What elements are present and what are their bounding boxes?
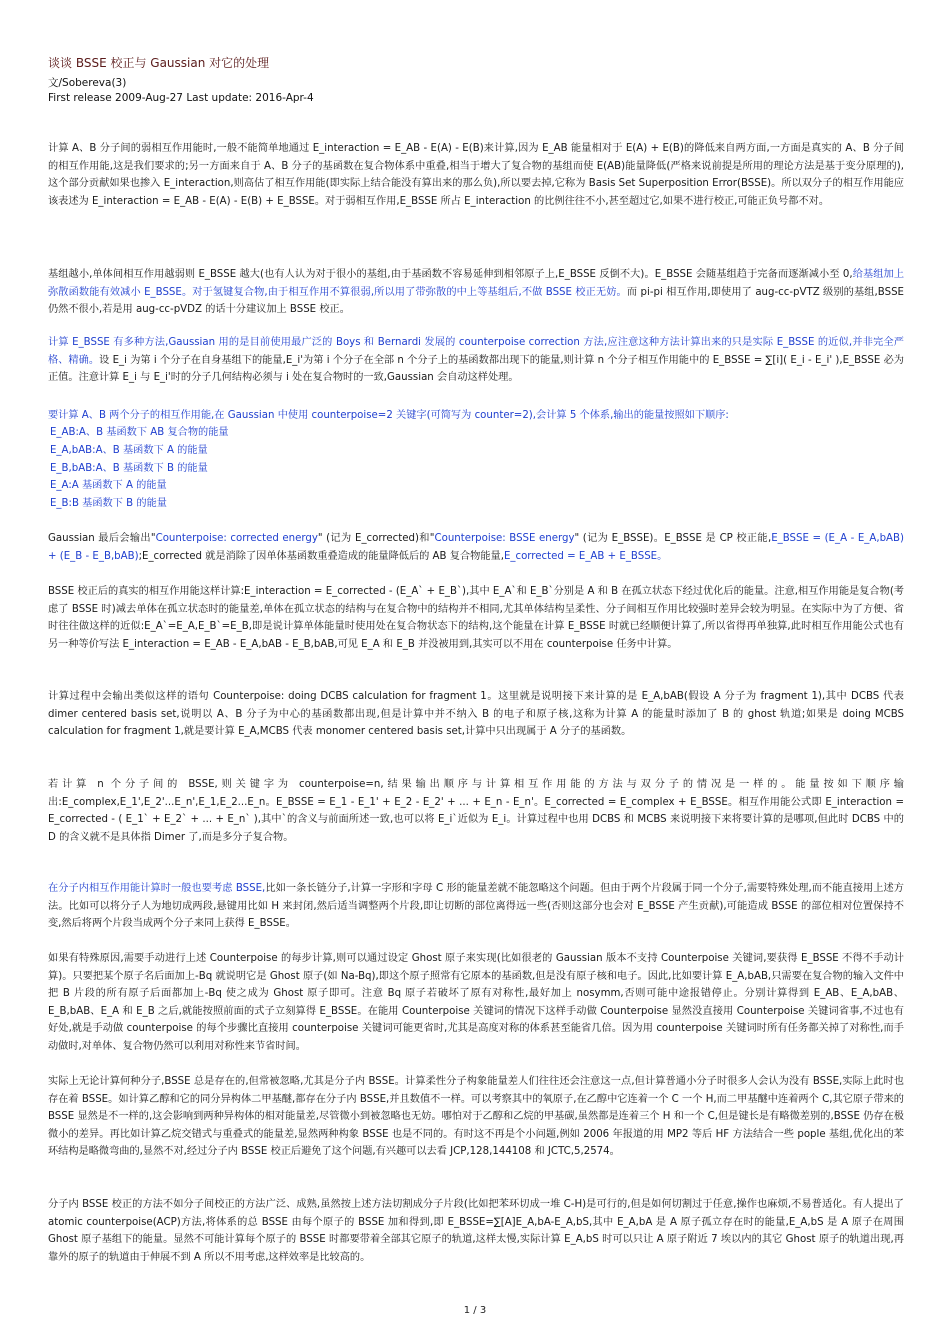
paragraph-5-a: Gaussian 最后会输出": [48, 533, 156, 544]
paragraph-2-a: 基组越小,单体间相互作用越弱则 E_BSSE 越大(也有人认为对于很小的基组,由于基函数不容易延伸到相邻原子上,E_BSSE 反倒不大)。E_BSSE 会随基组趋于完备而逐渐减小至 0,: [48, 269, 853, 280]
release-line: First release 2009-Aug-27 Last update: 2016-Apr-4: [48, 92, 314, 104]
paragraph-6: BSSE 校正后的真实的相互作用能这样计算:E_interaction = E_corrected - (E_A` + E_B`),其中 E_A`和 E_B`分别是 A 和 B 在孤立状态下经过优化后的能量。注意,相互作用能是复合物(考虑了 BSSE 时)减去单体在孤立状态时的能量差,单体在孤立状态的结构与在复合物中的结构并不相同,尤其单体结构呈柔性、分子间相互作用比较强时差异会较为明显。在实际中为了方便、省时往往做这样的近似:E_A`=E_A,E_B`=E_B,即是说计算单体能量时使用处在复合物状态下的结构,这个能量在计算 E_BSSE 时就已经顺便计算了,所以省得再单独算,此时相互作用能公式也有另一种等价写法 E_interaction = E_AB - E_A,bAB - E_B,bAB,可见 E_A 和 E_B 并没被用到,其实可以不用在 counterpoise 任务中计算。: [48, 586, 904, 650]
paragraph-3: [48, 334, 904, 387]
author-line: 文/Sobereva(3): [48, 77, 127, 89]
paragraph-3-b: 设 E_i 为第 i 个分子在自身基组下的能量,E_i'为第 i 个分子在全部 n 个分子上的基函数都出现下的能量,则计算 n 个分子相互作用能中的 E_BSSE = ∑[i]( E_i - E_i' ),E_BSSE 必为正值。注意计算 E_i 与 E_i'时的分子几何结构必须与 i 处在复合物时的一致,Gaussian 会自动这样处理。: [48, 354, 904, 384]
list-item: E_AB:A、B 基函数下 AB 复合物的能量: [50, 427, 229, 438]
list-item: E_B:B 基函数下 B 的能量: [50, 498, 167, 509]
paragraph-5-g: ;E_corrected 就是消除了因单体基函数重叠造成的能量降低后的 AB 复合物能量,: [138, 550, 504, 562]
paragraph-12: 分子内 BSSE 校正的方法不如分子间校正的方法广泛、成熟,虽然按上述方法切割成分子片段(比如把苯环切成一堆 C-H)是可行的,但是如何切割过于任意,操作也麻烦,不易普适化。有人提出了 atomic counterpoise(ACP)方法,将体系的总 BSSE 由每个原子的 BSSE 加和得到,即 E_BSSE=∑[A]E_A,bA-E_A,bS,其中 E_A,bA 是 A 原子孤立存在时的能量,E_A,bS 是 A 原子在周围 Ghost 原子基组下的能量。显然不可能计算每个原子的 BSSE 时都要带着全部其它原子的轨道,这样太慢,实际计算 E_A,bS 时可以只让 A 原子附近 7 埃以内的其它 Ghost 原子的轨道出现,再靠外的原子的轨道由于伸展不到 A 所以不用考虑,这样效率是比较高的。: [48, 1199, 904, 1263]
paragraph-8: 若计算 n 个分子间的 BSSE,则关键字为 counterpoise=n,结果输出顺序与计算相互作用能的方法与双分子的情况是一样的。能量按如下顺序输出:E_complex,E_1',E_2'...E_n',E_1,E_2...E_n。E_BSSE = E_1 - E_1' + E_2 - E_2' + ... + E_n - E_n'。E_corrected = E_complex + E_BSSE。相互作用能公式即 E_interaction = E_corrected - ( E_1` + E_2` + ... + E_n` ),其中`的含义与前面所述一致,也可以将 E_i`近似为 E_i。计算过程中也用 DCBS 和 MCBS 来说明接下来将要计算的是哪项,但此时 DCBS 中的 D 的含义就不是具体指 Dimer 了,而是多分子复合物。: [48, 779, 904, 843]
paragraph-5-b: Counterpoise: corrected energy: [155, 533, 318, 544]
paragraph-9-a: 在分子内相互作用能计算时一般也要考虑 BSSE,: [48, 883, 266, 894]
list-item: E_B,bAB:A、B 基函数下 B 的能量: [50, 463, 208, 474]
page-number: 1 / 3: [463, 1305, 487, 1316]
paragraph-3-a: 计算 E_BSSE 有多种方法,Gaussian 用的是目前使用最广泛的 Boys 和 Bernardi 发展的 counterpoise correction 方法,应注意这种方法计算出来的只是实际 E_BSSE 的近似,并非完全严格、精确。: [48, 337, 904, 366]
paragraph-4: 要计算 A、B 两个分子的相互作用能,在 Gaussian 中使用 counterpoise=2 关键字(可简写为 counter=2),会计算 5 个体系,输出的能量按照如下顺序:: [48, 410, 729, 421]
paragraph-9: [48, 880, 904, 933]
paragraph-2: [48, 266, 904, 319]
paragraph-7: 计算过程中会输出类似这样的语句 Counterpoise: doing DCBS calculation for fragment 1。这里就是说明接下来计算的是 E_A,bAB(假设 A 分子为 fragment 1),其中 DCBS 代表 dimer centered basis set,说明以 A、B 分子为中心的基函数都出现,但是计算中并不纳入 B 的电子和原子核,这称为计算 A 的能量时添加了 B 的 ghost 轨道;如果是 doing MCBS calculation for fragment 1,就是要计算 E_A,MCBS 代表 monomer centered basis set,计算中只出现属于 A 分子的基函数。: [48, 691, 904, 738]
paragraph-5-f: E_BSSE = (E_A - E_A,bAB) + (E_B - E_B,bAB): [48, 533, 904, 562]
list-item: E_A:A 基函数下 A 的能量: [50, 480, 167, 491]
paragraph-11: 实际上无论计算何种分子,BSSE 总是存在的,但常被忽略,尤其是分子内 BSSE。计算柔性分子构象能量差人们往往还会注意这一点,但计算普通小分子时很多人会认为没有 BSSE,实际上此时也存在着 BSSE。如计算乙醇和它的同分异构体二甲基醚,都存在分子内 BSSE,并且数值不一样。可以考察其中的氧原子,在乙醇中它连着一个 C 一个 H,而二甲基醚中连着两个 C,其它原子带来的 BSSE 显然是不一样的,这会影响到两种异构体的相对能量差,尽管微小到被忽略也无妨。哪怕对于乙醇和乙烷的甲基碳,虽然都是连着三个 H 和一个 C,但是键长是有略微差别的,BSSE 仍存在极微小的差异。再比如计算乙烷交错式与重叠式的能量差,显然两种构象 BSSE 也是不同的。有时这不再是个小问题,例如 2006 年报道的用 MP2 等后 HF 方法结合一些 pople 基组,优化出的苯环结构是略微弯曲的,显然不对,经过分子内 BSSE 校正后避免了这个问题,有兴趣可以去看 JCP,128,144108 和 JCTC,5,2574。: [48, 1076, 904, 1158]
paragraph-2-b: 给基组加上弥散函数能有效减小 E_BSSE。对于氢键复合物,由于相互作用不算很弱,所以用了带弥散的中上等基组后,不做 BSSE 校正无妨。: [48, 269, 905, 298]
paragraph-2-c: 而 pi-pi 相互作用,即使用了 aug-cc-pVTZ 级别的基组,BSSE 仍然不很小,若是用 aug-cc-pVDZ 的话十分建议加上 BSSE 校正。: [48, 286, 904, 316]
paragraph-5-h: E_corrected = E_AB + E_BSSE。: [503, 550, 668, 562]
paragraph-10: 如果有特殊原因,需要手动进行上述 Counterpoise 的每步计算,则可以通过设定 Ghost 原子来实现(比如很老的 Gaussian 版本不支持 Counterpoise 关键词,要获得 E_BSSE 不得不手动计算)。只要把某个原子名后面加上-Bq 就说明它是 Ghost 原子(如 Na-Bq),即这个原子照常有它原本的基函数,但是没有原子核和电子。因此,比如要计算 E_A,bAB,只需要在复合物的输入文件中把 B 片段的所有原子后面都加上-Bq 使之成为 Ghost 原子即可。注意 Bq 原子若破坏了原有对称性,最好加上 nosymm,否则可能中途报错停止。分别计算得到 E_AB、E_A,bAB、E_B,bAB、E_A 和 E_B 之后,就能按照前面的式子立刻算得 E_BSSE。在能用 Counterpoise 关键词的情况下这样手动做 Counterpoise 显然没直接用 Counterpoise 关键词省事,不过也有好处,就是手动做 counterpoise 的每个步骤比直接用 counterpoise 关键词可能更省时,尤其是高度对称的体系甚至能省几倍。因为用 counterpoise 关键词时所有任务都关掉了对称性,而手动做时,对单体、复合物仍然可以利用对称性来节省时间。: [48, 953, 904, 1052]
paragraph-5-e: " (记为 E_BSSE)。E_BSSE 是 CP 校正能,: [574, 533, 772, 544]
list-item: E_A,bAB:A、B 基函数下 A 的能量: [50, 445, 208, 456]
paragraph-5-d: Counterpoise: BSSE energy: [434, 533, 575, 544]
paragraph-9-b: 比如一条长链分子,计算一字形和字母 C 形的能量差就不能忽略这个问题。但由于两个片段属于同一个分子,需要特殊处理,而不能直接用上述方法。比如可以将分子人为地切成两段,悬键用比如 H 来封闭,然后适当调整两个片段,即让切断的部位离得远一些(否则这部分也会对 E_BSSE 产生贡献),可能造成 BSSE 的部位相对位置保持不变,然后将两个片段当成两个分子来同上获得 E_BSSE。: [48, 883, 904, 930]
paragraph-5: [48, 530, 904, 565]
paragraph-5-c: " (记为 E_corrected)和": [317, 533, 435, 544]
document-title: 谈谈 BSSE 校正与 Gaussian 对它的处理: [48, 56, 270, 70]
paragraph-1: 计算 A、B 分子间的弱相互作用能时,一般不能简单地通过 E_interaction = E_AB - E(A) - E(B)来计算,因为 E_AB 能量相对于 E(A) + E(B)的降低来自两方面,一方面是真实的 A、B 分子间的相互作用能,这是我们要求的;另一方面来自于 A、B 分子的基函数在复合物体系中重叠,相当于增大了复合物的基组而使 E(AB)能量降低(严格来说前提是所用的理论方法是基于变分原理的),这个部分贡献如果也掺入 E_interaction,则高估了相互作用能(即实际上结合能没有算出来的那么负),所以要去掉,它称为 Basis Set Superposition Error(BSSE)。所以双分子的相互作用能应该表述为 E_interaction = E_AB - E(A) - E(B) + E_BSSE。对于弱相互作用,E_BSSE 所占 E_interaction 的比例往往不小,甚至超过它,如果不进行校正,可能正负号都不对。: [48, 143, 904, 207]
